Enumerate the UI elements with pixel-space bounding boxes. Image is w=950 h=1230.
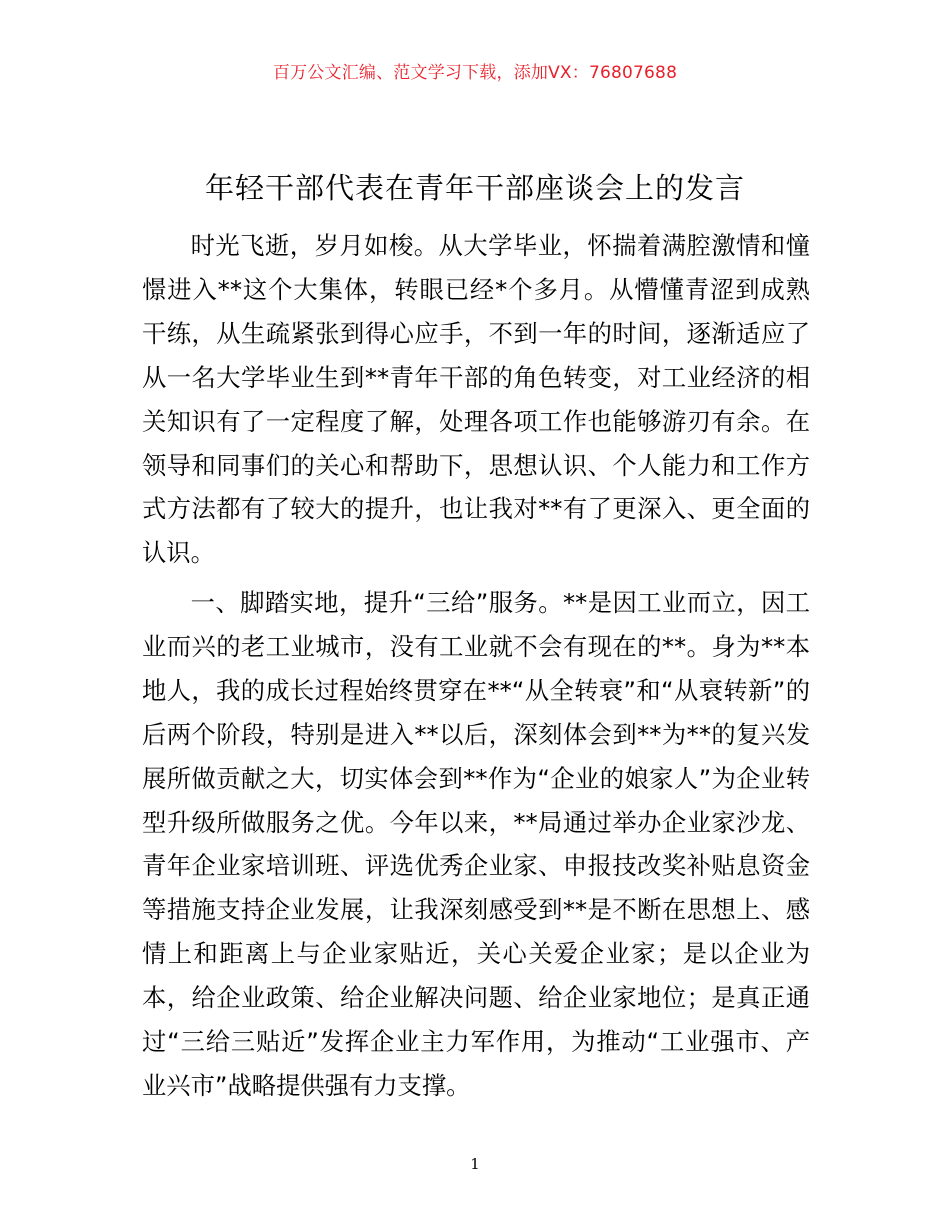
header-promo-note: 百万公文汇编、范文学习下载，添加VX：76807688 bbox=[272, 63, 678, 83]
page-number: 1 bbox=[470, 1155, 480, 1173]
document-title: 年轻干部代表在青年干部座谈会上的发言 bbox=[204, 171, 745, 205]
body-paragraph-section-one: 一、脚踏实地，提升“三给”服务。**是因工业而立，因工业而兴的老工业城市，没有工业就不会有现在的**。身为**本地人，我的成长过程始终贯穿在**“从全转衰”和“从衰转新”的后两个阶段，特别是进入**以后，深刻体会到**为**的复兴发展所做贡献之大，切实体会到**作为“企业的娘家人”为企业转型升级所做服务之优。今年以来，**局通过举办企业家沙龙、青年企业家培训班、评选优秀企业家、申报技改奖补贴息资金等措施支持企业发展，让我深刻感受到**是不断在思想上、感情上和距离上与企业家贴近，关心关爱企业家；是以企业为本，给企业政策、给企业解决问题、给企业家地位；是真正通过“三给三贴近”发挥企业主力军作用，为推动“工业强市、产业兴市”战略提供强有力支撑。 bbox=[142, 588, 810, 1100]
body-paragraph-intro: 时光飞逝，岁月如梭。从大学毕业，怀揣着满腔激情和憧憬进入**这个大集体，转眼已经*个多月。从懵懂青涩到成熟干练，从生疏紧张到得心应手，不到一年的时间，逐渐适应了从一名大学毕业生到**青年干部的角色转变，对工业经济的相关知识有了一定程度了解，处理各项工作也能够游刃有余。在领导和同事们的关心和帮助下，思想认识、个人能力和工作方式方法都有了较大的提升，也让我对**有了更深入、更全面的认识。 bbox=[142, 231, 810, 568]
